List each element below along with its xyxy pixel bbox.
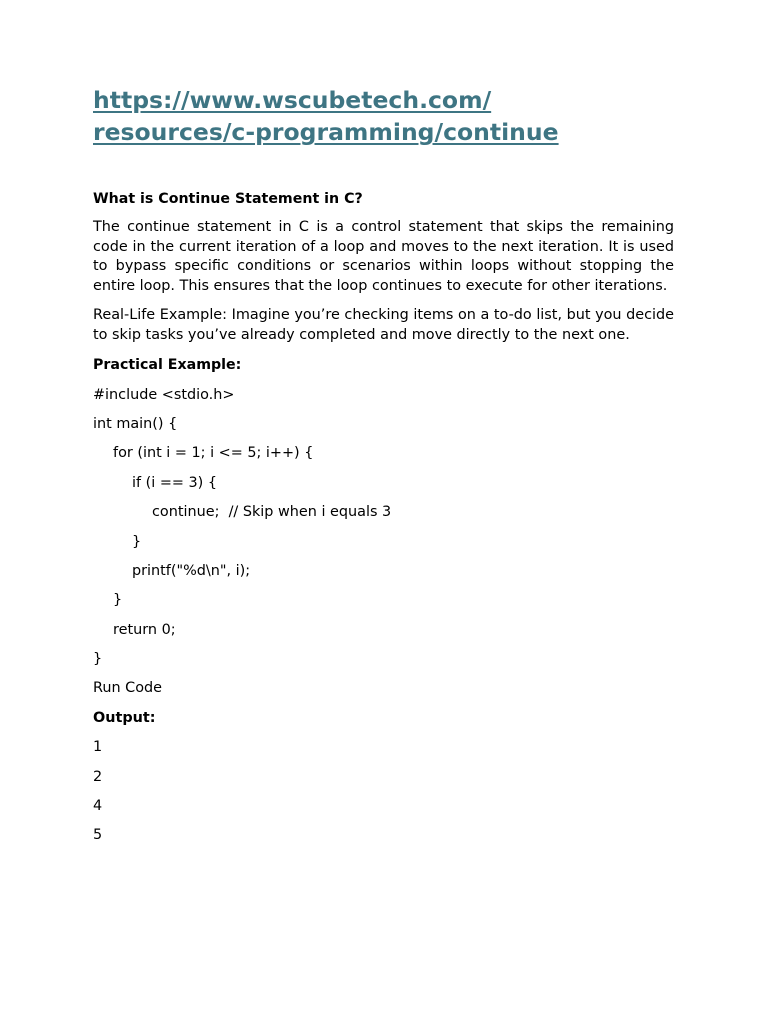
run-code-label: Run Code	[93, 680, 163, 697]
output-value-4: 5	[93, 827, 103, 844]
output-heading: Output:	[93, 709, 156, 726]
code-line-main: int main() {	[93, 415, 178, 432]
code-line-return: return 0;	[113, 621, 176, 638]
code-block	[93, 385, 674, 855]
output-value-3: 4	[93, 798, 103, 815]
practical-example-heading: Practical Example:	[93, 356, 242, 373]
code-line-for-close: }	[113, 592, 123, 609]
section-heading: What is Continue Statement in C?	[93, 191, 363, 207]
output-value-1: 1	[93, 739, 103, 756]
code-line-for: for (int i = 1; i <= 5; i++) {	[113, 445, 314, 462]
output-value-2: 2	[93, 768, 103, 785]
title-link[interactable]	[93, 84, 674, 148]
code-line-include: #include <stdio.h>	[93, 386, 235, 403]
paragraph-real-life-example: Real-Life Example: Imagine you’re checking items on a to-do list, but you decide to skip tasks you’ve already completed and move directly to the next one.	[93, 307, 674, 343]
code-line-if-close: }	[132, 533, 142, 550]
code-line-continue: continue; // Skip when i equals 3	[152, 504, 392, 521]
title-link-line1[interactable]: https://www.wscubetech.com/	[93, 86, 492, 114]
code-line-printf: printf("%d\n", i);	[132, 562, 251, 579]
paragraph-definition: The continue statement in C is a control statement that skips the remaining code in the current iteration of a loop and moves to the next iteration. It is used to bypass specific conditions or scenarios within loops without stopping the entire loop. This ensures that the loop continues to execute for other iterations.	[93, 219, 674, 294]
title-link-line2[interactable]: resources/c-programming/continue	[93, 118, 559, 146]
code-line-main-close: }	[93, 651, 103, 668]
document-page	[93, 84, 674, 855]
code-line-if: if (i == 3) {	[132, 474, 218, 491]
